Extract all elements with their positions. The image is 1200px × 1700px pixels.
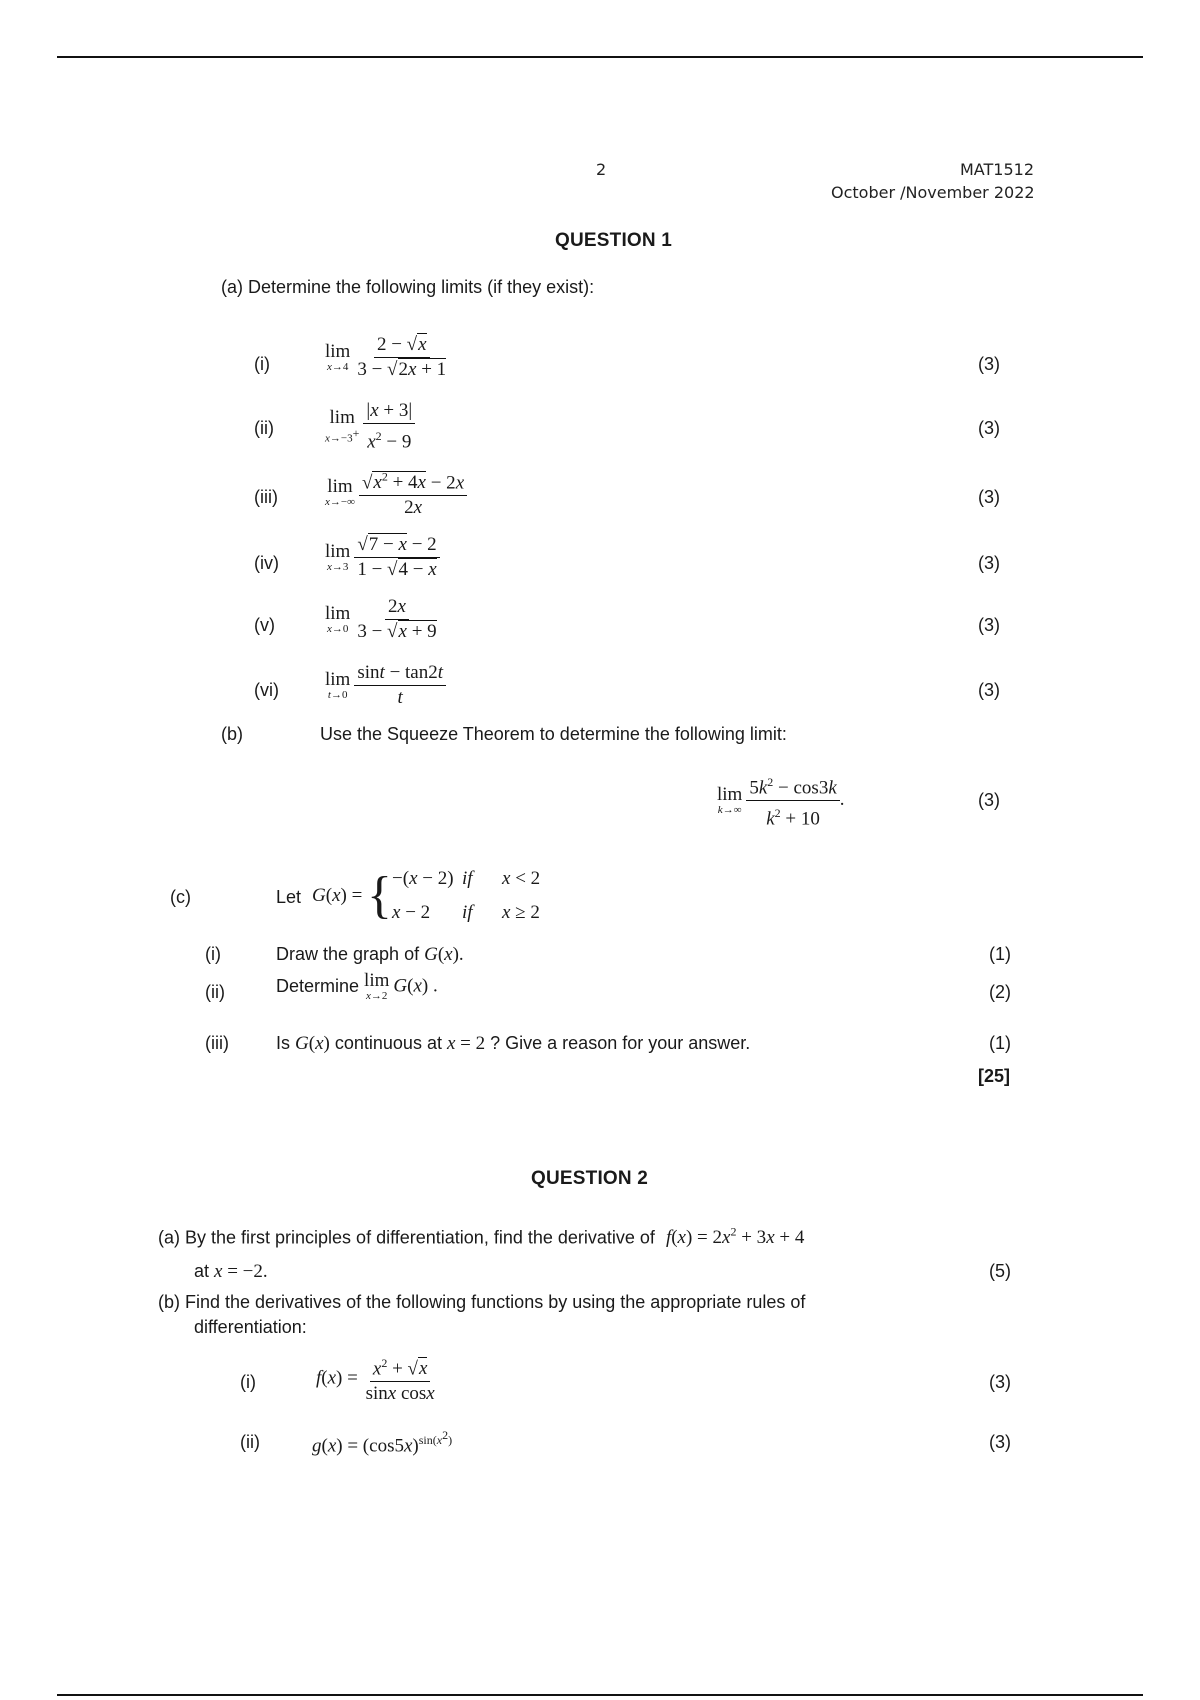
q1-c-i-text: Draw the graph of G(x).: [276, 944, 464, 965]
q1-a-ii-marks: (3): [978, 418, 1000, 438]
question-1-title: QUESTION 1: [555, 230, 673, 251]
q1-a-vi-expression: lim t→0 $\frac{\sin t - \tan 2t}{t}$: [325, 662, 446, 709]
q2-b-i-expression: f(x) = $\frac{x^2 + √x}{\text{sinx cosx}}$: [316, 1352, 438, 1405]
q1-c-ii-marks: (2): [989, 982, 1011, 1002]
q2-a-marks: (5): [989, 1261, 1011, 1281]
q1-a-v-expression: lim x→0 $\frac{2x}{3 - √x + 9}$: [325, 596, 437, 642]
q1-c-i-label: (i): [205, 944, 221, 964]
q1-a-ii-label: (ii): [254, 418, 274, 438]
q1-a-vi-label: (vi): [254, 680, 279, 700]
q2-b-ii-marks: (3): [989, 1432, 1011, 1452]
q2-a-text: (a) By the first principles of differentiation, find the derivative of $f(x) = 2x^2 + 3x + 4$: [158, 1225, 805, 1249]
top-rule: [57, 56, 1143, 58]
q1-b-expression: lim k→∞ $\frac{5k^2 - \cos 3k}{k^2 + 10}$ .: [717, 771, 845, 831]
q1-a-ii-expression: lim x→−3+ $\frac{|x + 3|}{x^2 - 9}$: [325, 400, 415, 453]
q1-b-text: Use the Squeeze Theorem to determine the following limit:: [320, 724, 787, 744]
q2-a-at: at x = −2.: [194, 1261, 268, 1282]
q1-c-iii-label: (iii): [205, 1033, 229, 1053]
q1-c-ii-label: (ii): [205, 982, 225, 1002]
q1-a-iv-marks: (3): [978, 553, 1000, 573]
q1-a-v-marks: (3): [978, 615, 1000, 635]
q1-a-iii-expression: lim x→−∞ $\frac{√x^2 + 4x - 2x}{2x}$: [325, 466, 467, 519]
q1-c-let: Let: [276, 887, 302, 907]
q1-a-iii-label: (iii): [254, 487, 278, 507]
q1-c-iii-text: Is G(x) continuous at x = 2 ? Give a reason for your answer.: [276, 1033, 751, 1054]
q1-a-iv-expression: lim x→3 $\frac{√7 - x - 2}{1 - √4 - x}$: [325, 534, 440, 581]
exam-session: October /November 2022: [831, 183, 1035, 202]
q1-c-piecewise: G(x) = { −(x − 2) if x < 2 x − 2 if x ≥ 2: [312, 867, 541, 924]
q1-a-iv-label: (iv): [254, 553, 279, 573]
q1-b-marks: (3): [978, 790, 1000, 810]
question-2-title: QUESTION 2: [531, 1168, 649, 1189]
q1-total-marks: [25]: [978, 1066, 1011, 1086]
bottom-rule: [57, 1694, 1143, 1696]
q1-c-ii-text: Determine lim x→2 G(x) .: [276, 970, 438, 1002]
q2-b-line1: (b) Find the derivatives of the following functions by using the appropriate rules of: [158, 1292, 806, 1312]
q2-b-ii-expression: $g(x) = (\cos 5x)^{sin(x^2)}$: [312, 1428, 453, 1457]
q1-a-i-marks: (3): [978, 354, 1000, 374]
q1-a-intro: (a) Determine the following limits (if they exist):: [221, 277, 595, 297]
q2-b-i-label: (i): [240, 1372, 256, 1392]
course-code: MAT1512: [960, 160, 1034, 179]
q1-a-vi-marks: (3): [978, 680, 1000, 700]
q1-a-v-label: (v): [254, 615, 275, 635]
q1-c-iii-marks: (1): [989, 1033, 1011, 1053]
q1-a-i-expression: lim x→4 $\frac{2 - √x}{3 - √2x + 1}$: [325, 334, 447, 380]
q1-c-label: (c): [170, 887, 191, 907]
q1-c-i-marks: (1): [989, 944, 1011, 964]
q2-b-ii-label: (ii): [240, 1432, 260, 1452]
q2-b-line2: differentiation:: [194, 1317, 307, 1337]
page-number: 2: [596, 160, 607, 179]
q2-b-i-marks: (3): [989, 1372, 1011, 1392]
q1-b-label: (b): [221, 724, 243, 744]
q1-a-iii-marks: (3): [978, 487, 1000, 507]
q1-a-i-label: (i): [254, 354, 270, 374]
